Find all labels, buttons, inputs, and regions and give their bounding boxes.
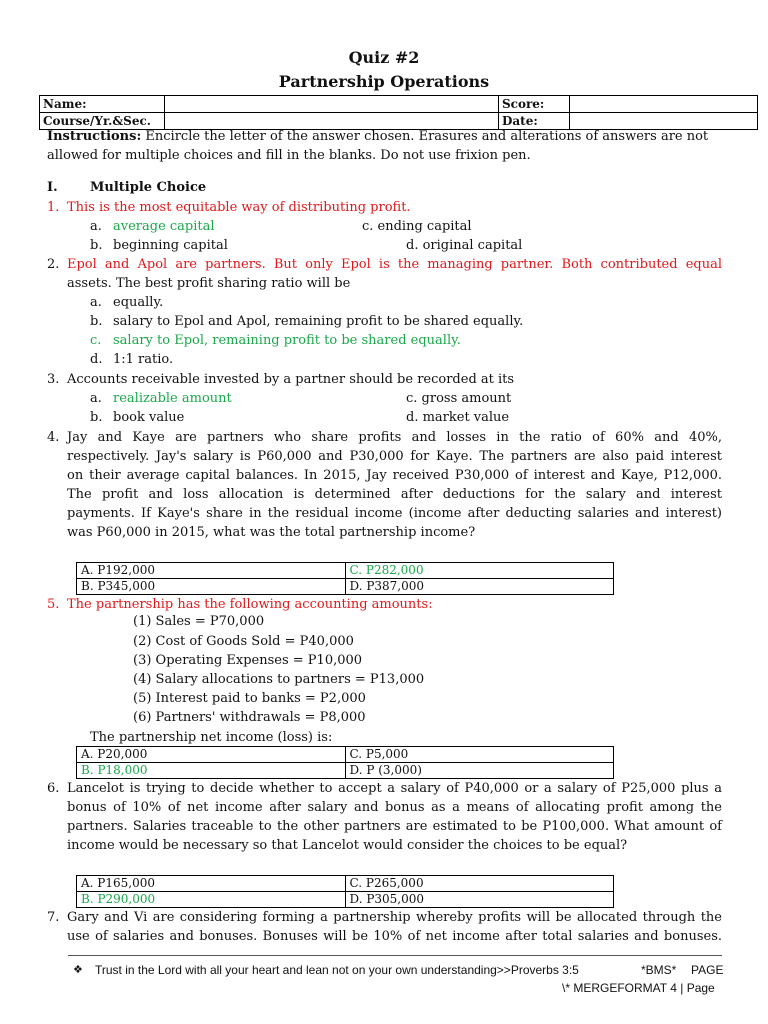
name-field[interactable] bbox=[165, 96, 499, 113]
q7-line-2: use of salaries and bonuses. Bonuses will be 10% of net income after total salaries and bonuses. bbox=[67, 929, 722, 944]
q4-line-3: on their average capital balances. In 2015, Jay received P30,000 of interest and Kaye, P12,000. bbox=[67, 468, 722, 483]
q5-item-4: (4) Salary allocations to partners = P13,000 bbox=[133, 672, 425, 687]
q4-line-6: was P60,000 in 2015, what was the total partnership income? bbox=[67, 525, 476, 540]
q2-option-c: salary to Epol, remaining profit to be shared equally. bbox=[113, 333, 461, 348]
name-label: Name: bbox=[40, 96, 165, 113]
q2-option-c-letter: c. bbox=[90, 333, 102, 348]
q2-number: 2. bbox=[47, 257, 60, 272]
q2-option-b-letter: b. bbox=[90, 314, 103, 329]
footer-bms: *BMS* bbox=[641, 963, 677, 977]
q2-option-b: salary to Epol and Apol, remaining profit to be shared equally. bbox=[113, 314, 524, 329]
student-info-table bbox=[39, 95, 758, 130]
q4-number: 4. bbox=[47, 430, 60, 445]
q5-choice-a: A. P20,000 bbox=[77, 747, 346, 763]
q5-text: The partnership has the following accounting amounts: bbox=[67, 597, 433, 612]
q4-line-1: Jay and Kaye are partners who share profits and losses in the ratio of 60% and 40%, bbox=[67, 430, 722, 445]
q7-number: 7. bbox=[47, 910, 60, 925]
q6-choice-c: C. P265,000 bbox=[345, 876, 614, 892]
footer-page-word: PAGE bbox=[691, 963, 724, 977]
q3-option-b: book value bbox=[113, 410, 185, 425]
course-label: Course/Yr.&Sec. bbox=[40, 113, 165, 130]
q6-line-4: income would be necessary so that Lancelot would consider the choices to be equal? bbox=[67, 838, 628, 853]
q1-option-a-letter: a. bbox=[90, 219, 102, 234]
section-title: Multiple Choice bbox=[90, 180, 207, 195]
q6-line-2: bonus of 10% of net income after salary and bonus as a means of allocating profit among the bbox=[67, 800, 722, 815]
quiz-title: Quiz #2 bbox=[348, 48, 420, 67]
section-numeral: I. bbox=[47, 180, 58, 195]
footer-bullet-icon: ❖ bbox=[73, 964, 83, 976]
score-field[interactable] bbox=[570, 96, 758, 113]
q3-option-b-letter: b. bbox=[90, 410, 103, 425]
q1-text: This is the most equitable way of distributing profit. bbox=[67, 200, 411, 215]
q2-text-line-1: Epol and Apol are partners. But only Epol is the managing partner. Both contributed equal bbox=[67, 257, 722, 272]
q5-item-2: (2) Cost of Goods Sold = P40,000 bbox=[133, 634, 354, 649]
q3-option-c: c. gross amount bbox=[406, 391, 512, 406]
q3-text: Accounts receivable invested by a partner should be recorded at its bbox=[67, 372, 515, 387]
q5-item-1: (1) Sales = P70,000 bbox=[133, 614, 265, 629]
q6-choice-d: D. P305,000 bbox=[345, 892, 614, 908]
q3-option-a-letter: a. bbox=[90, 391, 102, 406]
q4-choice-b: B. P345,000 bbox=[77, 579, 346, 595]
footer-page-number: \* MERGEFORMAT 4 | Page bbox=[562, 981, 715, 995]
q5-choice-b: B. P18,000 bbox=[77, 763, 346, 779]
q3-number: 3. bbox=[47, 372, 60, 387]
q6-line-1: Lancelot is trying to decide whether to accept a salary of P40,000 or a salary of P25,000 plus a bbox=[67, 781, 722, 796]
instructions-text-1: Encircle the letter of the answer chosen. Erasures and alterations of answers are not bbox=[141, 129, 709, 144]
footer-verse: Trust in the Lord with all your heart and lean not on your own understanding>>Proverbs 3:5 bbox=[95, 963, 579, 977]
date-label: Date: bbox=[499, 113, 570, 130]
q2-option-d: 1:1 ratio. bbox=[113, 352, 174, 367]
q4-line-5: payments. If Kaye's share in the residual income (income after deducting salaries and interest) bbox=[67, 506, 722, 521]
q1-option-a: average capital bbox=[113, 219, 215, 234]
q1-option-c: c. ending capital bbox=[362, 219, 472, 234]
q1-number: 1. bbox=[47, 200, 60, 215]
q1-option-d: d. original capital bbox=[406, 238, 523, 253]
instructions-label: Instructions: bbox=[47, 129, 142, 144]
q5-choice-c: C. P5,000 bbox=[345, 747, 614, 763]
q2-option-a-letter: a. bbox=[90, 295, 102, 310]
footer-divider bbox=[68, 955, 722, 956]
instructions-line-2: allowed for multiple choices and fill in the blanks. Do not use frixion pen. bbox=[47, 148, 531, 163]
q5-prompt: The partnership net income (loss) is: bbox=[90, 730, 333, 745]
quiz-subtitle: Partnership Operations bbox=[278, 72, 490, 91]
q3-option-d: d. market value bbox=[406, 410, 510, 425]
q6-number: 6. bbox=[47, 781, 60, 796]
q4-choice-d: D. P387,000 bbox=[345, 579, 614, 595]
q5-item-5: (5) Interest paid to banks = P2,000 bbox=[133, 691, 366, 706]
q5-item-3: (3) Operating Expenses = P10,000 bbox=[133, 653, 363, 668]
q1-option-b-letter: b. bbox=[90, 238, 103, 253]
q7-line-1: Gary and Vi are considering forming a partnership whereby profits will be allocated through the bbox=[67, 910, 722, 925]
q5-item-6: (6) Partners' withdrawals = P8,000 bbox=[133, 710, 366, 725]
q4-choices-table bbox=[76, 562, 614, 595]
q4-line-2: respectively. Jay's salary is P60,000 and P30,000 for Kaye. The partners are also paid interest bbox=[67, 449, 722, 464]
q4-choice-c: C. P282,000 bbox=[345, 563, 614, 579]
q6-line-3: partners. Salaries traceable to the other partners are estimated to be P100,000. What amount of bbox=[67, 819, 722, 834]
q5-choices-table bbox=[76, 746, 614, 779]
q2-option-d-letter: d. bbox=[90, 352, 103, 367]
q6-choice-b: B. P290,000 bbox=[77, 892, 346, 908]
score-label: Score: bbox=[499, 96, 570, 113]
instructions-line-1 bbox=[47, 127, 708, 146]
q4-line-4: The profit and loss allocation is determined after deductions for the salary and interest bbox=[67, 487, 722, 502]
q5-number: 5. bbox=[47, 597, 60, 612]
q5-choice-d: D. P (3,000) bbox=[345, 763, 614, 779]
q3-option-a: realizable amount bbox=[113, 391, 232, 406]
q2-option-a: equally. bbox=[113, 295, 164, 310]
q2-text-line-2: assets. The best profit sharing ratio will be bbox=[67, 276, 351, 291]
q1-option-b: beginning capital bbox=[113, 238, 228, 253]
q6-choice-a: A. P165,000 bbox=[77, 876, 346, 892]
q6-choices-table bbox=[76, 875, 614, 908]
q4-choice-a: A. P192,000 bbox=[77, 563, 346, 579]
